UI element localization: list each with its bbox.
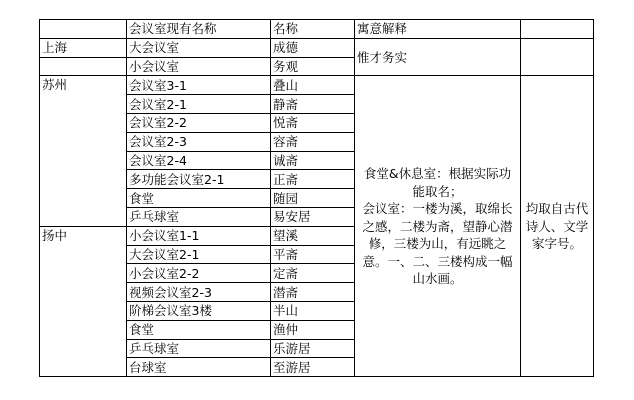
room-cell[interactable]: 乒乓球室 bbox=[127, 339, 271, 358]
room-cell[interactable]: 食堂 bbox=[127, 189, 271, 208]
room-cell[interactable]: 会议室2-4 bbox=[127, 151, 271, 170]
meaning-shanghai[interactable]: 惟才务实 bbox=[355, 38, 521, 76]
name-cell[interactable]: 静斋 bbox=[271, 95, 355, 114]
city-empty[interactable] bbox=[40, 57, 127, 76]
header-city[interactable] bbox=[40, 20, 127, 39]
room-cell[interactable]: 视频会议室2-3 bbox=[127, 283, 271, 302]
room-cell[interactable]: 食堂 bbox=[127, 320, 271, 339]
room-cell[interactable]: 会议室2-3 bbox=[127, 132, 271, 151]
header-row bbox=[40, 20, 594, 39]
room-cell[interactable]: 乒乓球室 bbox=[127, 207, 271, 226]
name-cell[interactable]: 潜斋 bbox=[271, 283, 355, 302]
room-cell[interactable]: 会议室2-1 bbox=[127, 95, 271, 114]
room-cell[interactable]: 小会议室 bbox=[127, 57, 271, 76]
room-cell[interactable]: 大会议室2-1 bbox=[127, 245, 271, 264]
room-cell[interactable]: 小会议室1-1 bbox=[127, 226, 271, 245]
name-cell[interactable]: 正斋 bbox=[271, 170, 355, 189]
name-cell[interactable]: 叠山 bbox=[271, 76, 355, 95]
table-row bbox=[40, 38, 594, 57]
room-cell[interactable]: 台球室 bbox=[127, 358, 271, 377]
room-cell[interactable]: 会议室3-1 bbox=[127, 76, 271, 95]
name-cell[interactable]: 半山 bbox=[271, 301, 355, 320]
header-meaning[interactable]: 寓意解释 bbox=[355, 20, 521, 39]
room-cell[interactable]: 大会议室 bbox=[127, 38, 271, 57]
name-cell[interactable]: 容斋 bbox=[271, 132, 355, 151]
room-name-table bbox=[39, 19, 594, 377]
header-extra[interactable] bbox=[521, 20, 594, 39]
name-cell[interactable]: 平斋 bbox=[271, 245, 355, 264]
room-cell[interactable]: 阶梯会议室3楼 bbox=[127, 301, 271, 320]
origin-note[interactable]: 均取自古代诗人、文学家字号。 bbox=[521, 76, 594, 377]
name-cell[interactable]: 至游居 bbox=[271, 358, 355, 377]
city-shanghai[interactable]: 上海 bbox=[40, 38, 127, 57]
name-cell[interactable]: 诚斋 bbox=[271, 151, 355, 170]
name-cell[interactable]: 乐游居 bbox=[271, 339, 355, 358]
extra-shanghai[interactable] bbox=[521, 38, 594, 76]
name-cell[interactable]: 定斋 bbox=[271, 264, 355, 283]
name-cell[interactable]: 务观 bbox=[271, 57, 355, 76]
name-cell[interactable]: 悦斋 bbox=[271, 113, 355, 132]
header-current-name[interactable]: 会议室现有名称 bbox=[127, 20, 271, 39]
room-cell[interactable]: 多功能会议室2-1 bbox=[127, 170, 271, 189]
meaning-suzhou-yangzhong[interactable]: 食堂&休息室：根据实际功能取名； 会议室：一楼为溪，取绵长之感，二楼为斋，望静心潜修，三楼为山，有远眺之意。一、二、三楼构成一幅山水画。 bbox=[355, 76, 521, 377]
table-row bbox=[40, 76, 594, 95]
header-name[interactable]: 名称 bbox=[271, 20, 355, 39]
city-suzhou[interactable]: 苏州 bbox=[40, 76, 127, 226]
room-cell[interactable]: 会议室2-2 bbox=[127, 113, 271, 132]
name-cell[interactable]: 成德 bbox=[271, 38, 355, 57]
name-cell[interactable]: 望溪 bbox=[271, 226, 355, 245]
name-cell[interactable]: 随园 bbox=[271, 189, 355, 208]
name-cell[interactable]: 易安居 bbox=[271, 207, 355, 226]
room-cell[interactable]: 小会议室2-2 bbox=[127, 264, 271, 283]
city-yangzhong[interactable]: 扬中 bbox=[40, 226, 127, 376]
name-cell[interactable]: 渔仲 bbox=[271, 320, 355, 339]
